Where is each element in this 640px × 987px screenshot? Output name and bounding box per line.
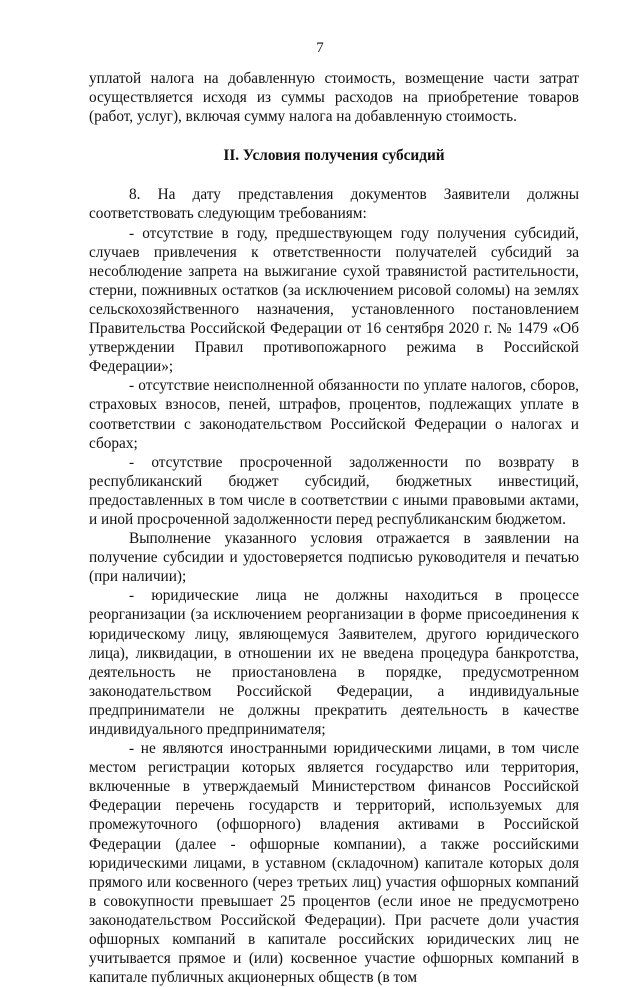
paragraph-no-tax-debt: - отсутствие неисполненной обязанности по уплате налогов, сборов, страховых взносов, пеней, штрафов, процентов, подлежащих уплате в соответствии с законодательством Российской Федерации о налогах и сборах; [89, 377, 579, 452]
document-body [89, 69, 579, 987]
paragraph-no-overdue-debt: - отсутствие просроченной задолженности по возврату в республиканский бюджет субсидий, бюджетных инвестиций, предоставленных в том числе в соответствии с иными правовыми актами, и иной просроченной задолженности перед республиканским бюджетом. [89, 453, 579, 528]
paragraph-not-foreign-entity: - не являются иностранными юридическими лицами, в том числе местом регистрации которых является государство или территория, включенные в утверждаемый Министерством финансов Российской Федерации перечень государств и территорий, используемых для промежуточного (офшорного) владения активами в Российской Федерации (далее - офшорные компании), а также российскими юридическими лицами, в уставном (складочном) капитале которых доля прямого или косвенного (через третьих лиц) участия офшорных компаний в совокупности превышает 25 процентов (если иное не предусмотрено законодательством Российской Федерации). При расчете доли участия офшорных компаний в капитале российских юридических лиц не учитывается прямое и (или) косвенное участие офшорных компаний в капитале публичных акционерных обществ (в том [89, 740, 579, 987]
paragraph-condition-confirmation: Выполнение указанного условия отражается в заявлении на получение субсидии и удостоверяется подписью руководителя и печатью (при наличии); [89, 530, 579, 586]
paragraph-continued: уплатой налога на добавленную стоимость, возмещение части затрат осуществляется исходя из суммы расходов на приобретение товаров (работ, услуг), включая сумму налога на добавленную стоимость. [89, 70, 579, 126]
section-heading: II. Условия получения субсидий [223, 147, 445, 165]
paragraph-no-liability: - отсутствие в году, предшествующем году получения субсидий, случаев привлечения к ответственности получателей субсидий за несоблюдение запрета на выжигание сухой травянистой растительности, стерни, пожнивных остатков (за исключением рисовой соломы) на землях сельскохозяйственного назначения, установленного постановлением Правительства Российской Федерации от 16 сентября 2020 г. № 1479 «Об утверждении Правил противопожарного режима в Российской Федерации»; [89, 224, 579, 376]
page-number: 7 [316, 40, 324, 56]
paragraph-requirements-intro: 8. На дату представления документов Заявители должны соответствовать следующим требованиям: [89, 186, 579, 223]
paragraph-no-reorganization: - юридические лица не должны находиться в процессе реорганизации (за исключением реорганизации в форме присоединения к юридическому лицу, являющемуся Заявителем, другого юридического лица), ликвидации, в отношении их не введена процедура банкротства, деятельность не приостановлена в порядке, предусмотренном законодательством Российской Федерации, а индивидуальные предприниматели не должны прекратить деятельность в качестве индивидуального предпринимателя; [89, 587, 579, 738]
